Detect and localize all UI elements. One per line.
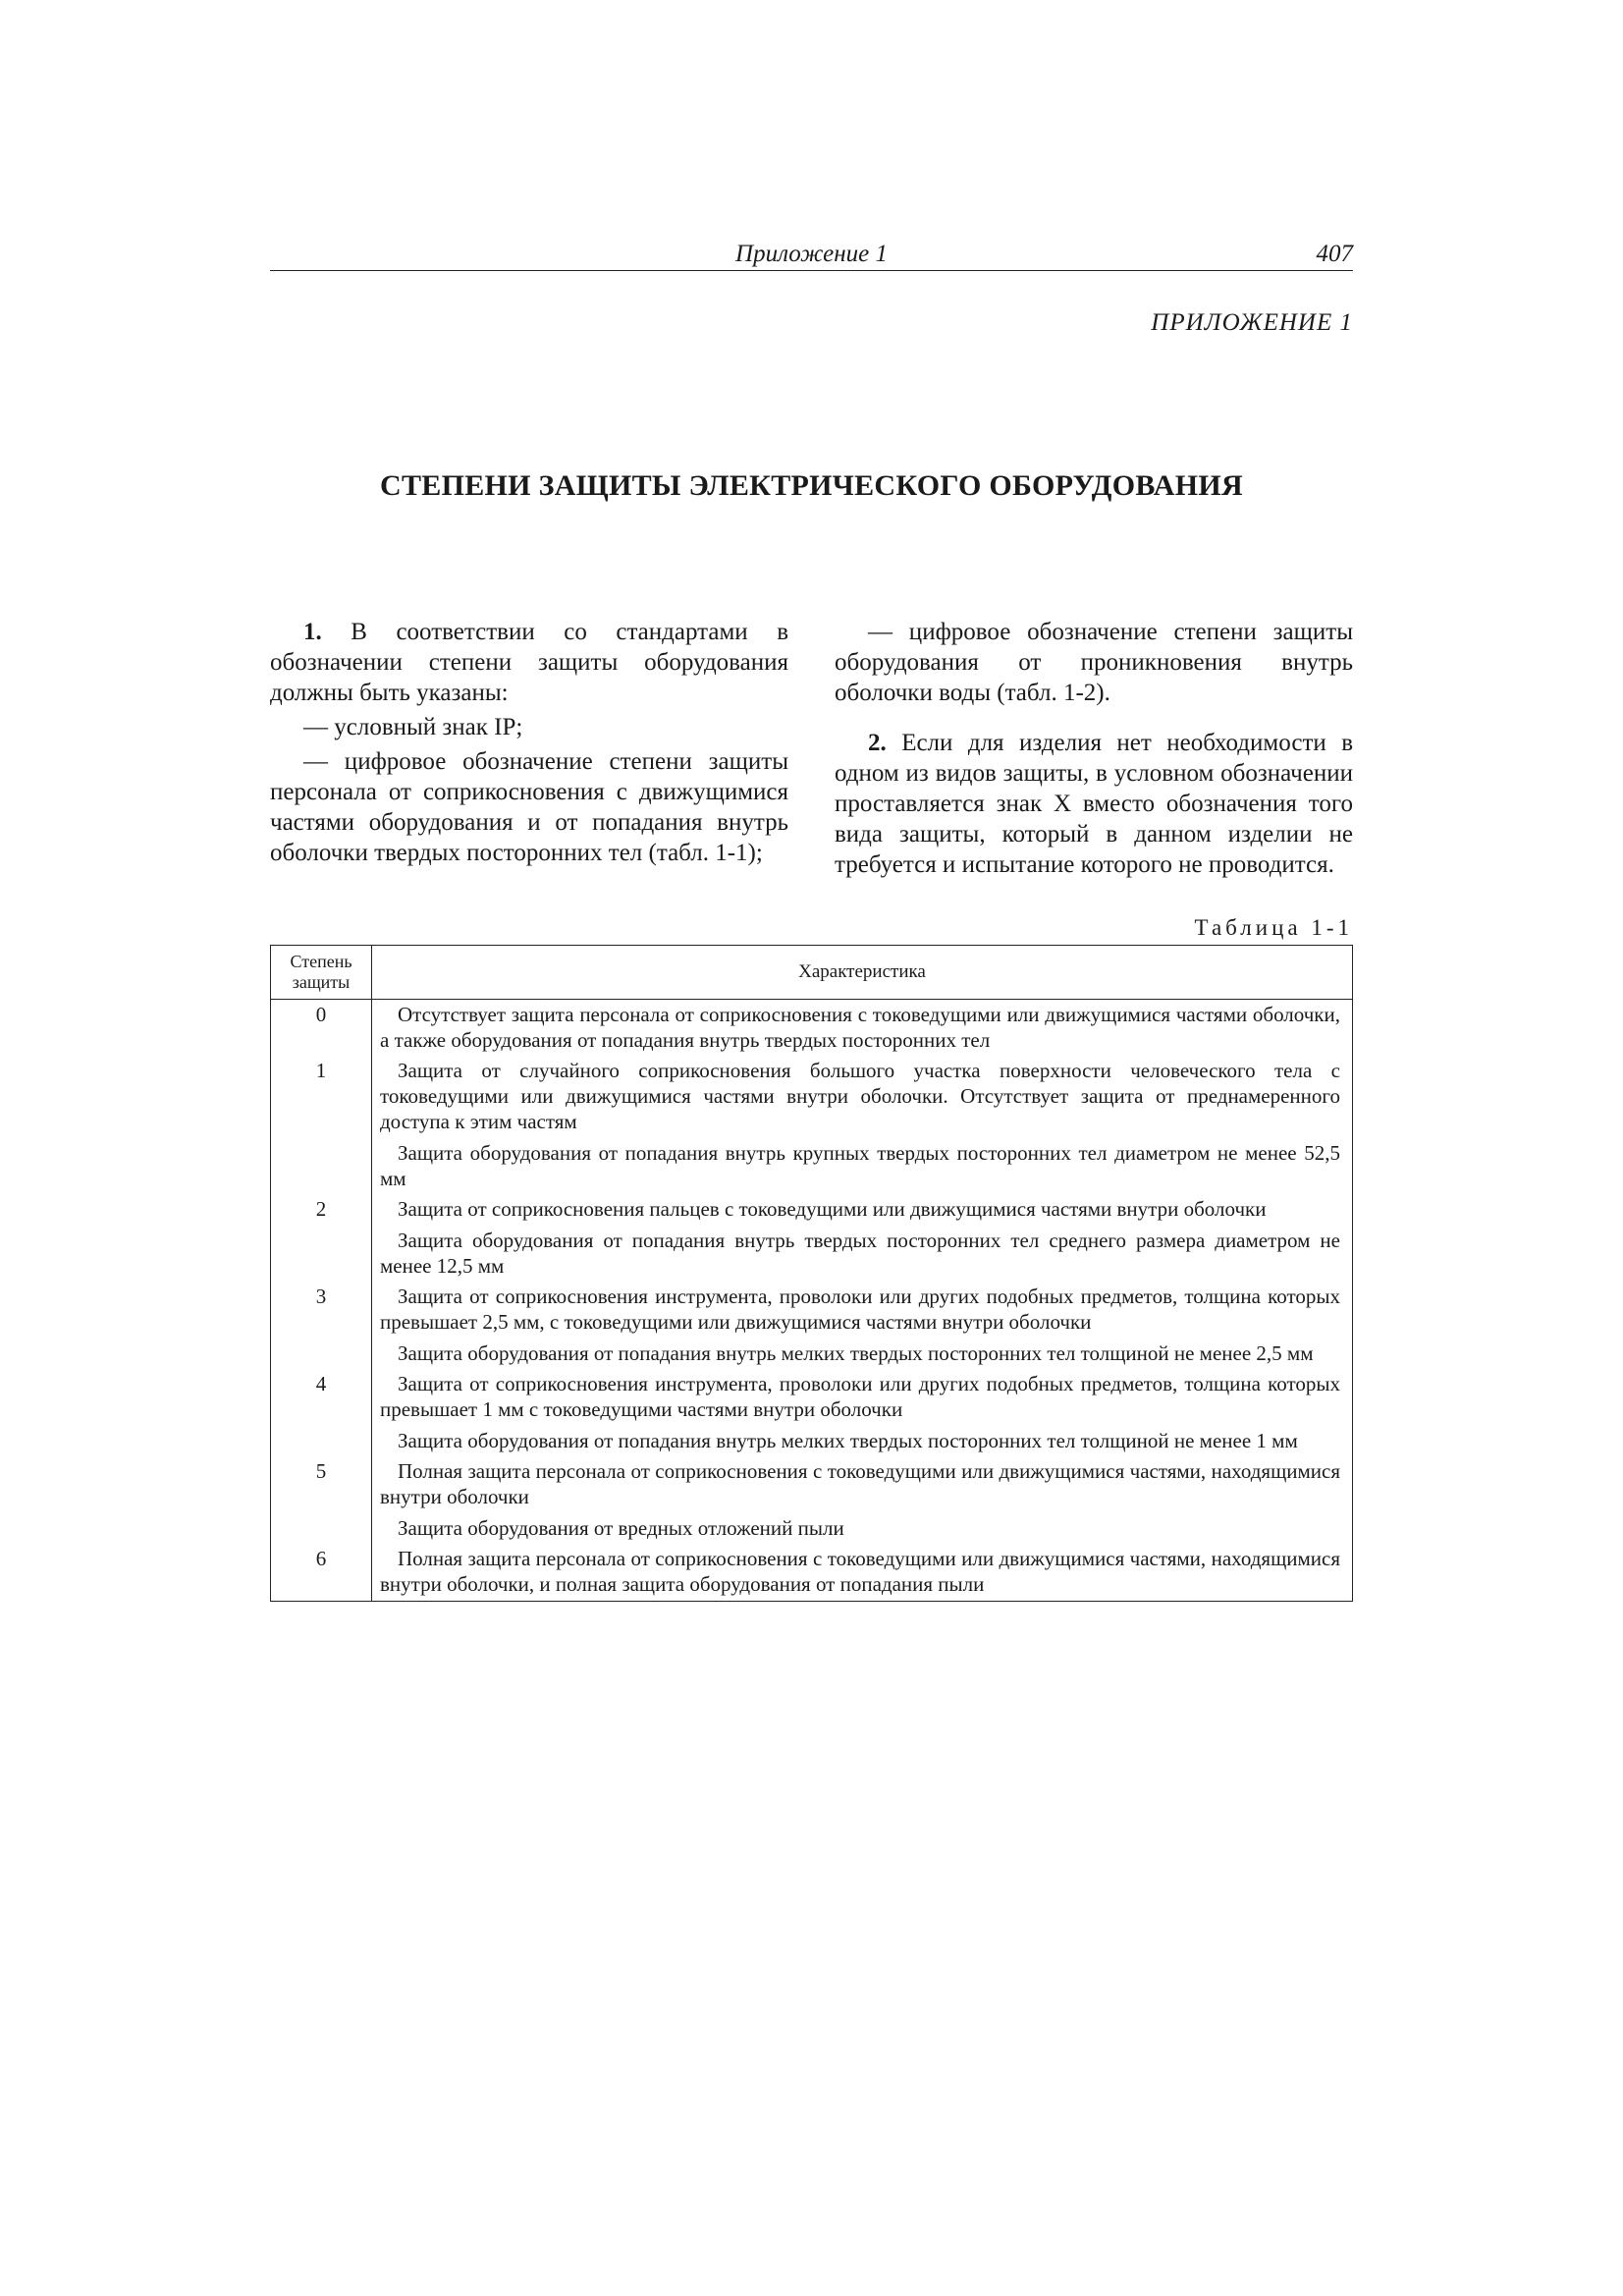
table-row [271, 1194, 1353, 1282]
paragraph-1 [270, 617, 788, 708]
degree-cell: 2 [271, 1194, 372, 1282]
characteristic-text: Защита оборудования от попадания внутрь крупных твердых посторонних тел диаметром не менее 52,5 мм [380, 1141, 1340, 1190]
protection-degree-table [270, 945, 1353, 1602]
degree-cell: 5 [271, 1456, 372, 1544]
degree-cell: 1 [271, 1056, 372, 1194]
table-row [271, 1369, 1353, 1456]
running-title: Приложение 1 [735, 241, 888, 267]
characteristic-text: Защита от соприкосновения инструмента, проволоки или других подобных предметов, толщина которых превышает 1 мм с токоведущими частями внутри оболочки [380, 1372, 1340, 1421]
characteristic-text: Защита от соприкосновения инструмента, проволоки или других подобных предметов, толщина которых превышает 2,5 мм, с токоведущими или движущимися частями внутри оболочки [380, 1285, 1340, 1334]
table-row [271, 1056, 1353, 1194]
characteristic-text: Защита от случайного соприкосновения большого участка поверхности человеческого тела с токоведущими или движущимися частями внутри оболочки. Отсутствует защита от преднамеренного доступа к этим частям [380, 1059, 1340, 1133]
degree-cell: 6 [271, 1544, 372, 1602]
paragraph-2-text: Если для изделия нет необходимости в одном из видов защиты, в условном обозначении проставляется знак X вместо обозначения того вида защиты, который в данном изделии не требуется и испытание которого не проводится. [835, 730, 1353, 878]
characteristic-text: Защита оборудования от попадания внутрь твердых посторонних тел среднего размера диаметром не менее 12,5 мм [380, 1229, 1340, 1278]
characteristic-cell [372, 1000, 1353, 1057]
column-header-characteristic: Характеристика [372, 946, 1353, 1000]
appendix-label: ПРИЛОЖЕНИЕ 1 [1151, 309, 1353, 336]
characteristic-text: Полная защита персонала от соприкосновения с токоведущими или движущимися частями, находящимися внутри оболочки, и полная защита оборудования от попадания пыли [380, 1547, 1340, 1596]
characteristic-text: Отсутствует защита персонала от соприкосновения с токоведущими или движущимися частями оболочки, а также оборудования от попадания внутрь твердых посторонних тел [380, 1003, 1340, 1052]
characteristic-cell [372, 1194, 1353, 1282]
characteristic-text: Защита оборудования от попадания внутрь мелких твердых посторонних тел толщиной не менее 1 мм [398, 1429, 1298, 1452]
page-title: СТЕПЕНИ ЗАЩИТЫ ЭЛЕКТРИЧЕСКОГО ОБОРУДОВАНИЯ [380, 469, 1243, 502]
table-label: Таблица 1-1 [1194, 915, 1353, 940]
characteristic-cell [372, 1056, 1353, 1194]
characteristic-text: Защита оборудования от попадания внутрь мелких твердых посторонних тел толщиной не менее 2,5 мм [398, 1341, 1314, 1365]
characteristic-cell [372, 1282, 1353, 1369]
degree-cell: 0 [271, 1000, 372, 1057]
characteristic-cell [372, 1544, 1353, 1602]
list-item-ip-sign: — условный знак IP; [303, 714, 523, 740]
table-row [271, 1544, 1353, 1602]
table-row [271, 1000, 1353, 1057]
characteristic-text: Защита оборудования от вредных отложений пыли [398, 1516, 844, 1540]
page-number: 407 [1316, 241, 1353, 267]
running-head [270, 241, 1353, 271]
characteristic-cell [372, 1456, 1353, 1544]
table-row [271, 1456, 1353, 1544]
degree-cell: 4 [271, 1369, 372, 1456]
degree-cell: 3 [271, 1282, 372, 1369]
table-row [271, 1282, 1353, 1369]
right-column [835, 617, 1353, 880]
paragraph-2 [835, 728, 1353, 880]
list-item-water-protection: — цифровое обозначение степени защиты оборудования от проникновения внутрь оболочки воды (табл. 1-2). [835, 619, 1353, 706]
paragraph-2-number: 2. [868, 730, 887, 756]
paragraph-1-text: В соответствии со стандартами в обозначении степени защиты оборудования должны быть указаны: [270, 619, 788, 706]
paragraph-1-number: 1. [303, 619, 322, 645]
left-column [270, 617, 788, 868]
column-header-degree: Степень защиты [271, 946, 372, 1000]
characteristic-text: Полная защита персонала от соприкосновения с токоведущими или движущимися частями, находящимися внутри оболочки [380, 1459, 1340, 1508]
table-header-row [271, 946, 1353, 1000]
list-item-personnel-protection: — цифровое обозначение степени защиты персонала от соприкосновения с движущимися частями оборудования и от попадания внутрь оболочки твердых посторонних тел (табл. 1-1); [270, 748, 788, 866]
characteristic-text: Защита от соприкосновения пальцев с токоведущими или движущимися частями внутри оболочки [398, 1197, 1267, 1221]
characteristic-cell [372, 1369, 1353, 1456]
